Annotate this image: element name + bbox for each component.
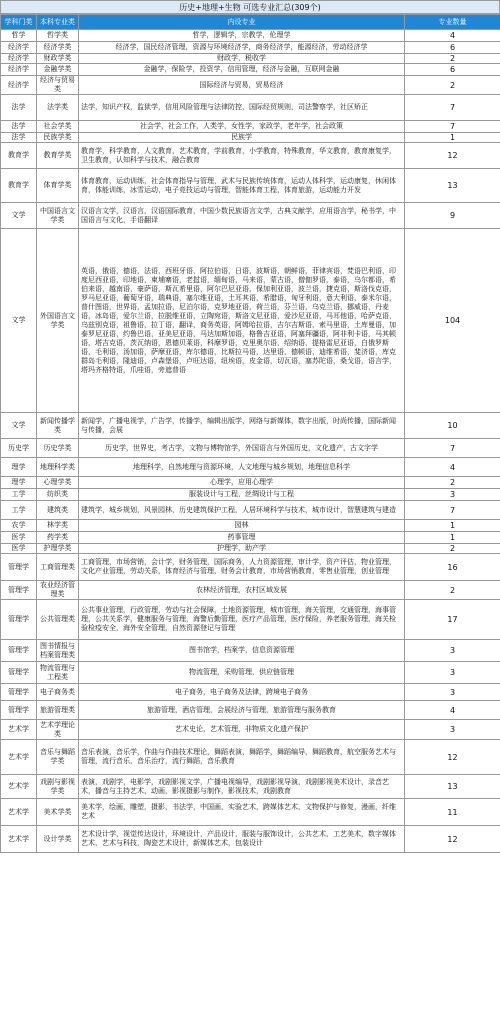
cell-category: 法学 (1, 95, 37, 121)
cell-major-class: 地理科学类 (37, 458, 79, 477)
cell-included-majors: 心理学，应用心理学 (79, 477, 405, 489)
cell-category: 管理学 (1, 701, 37, 720)
cell-count: 3 (405, 489, 500, 501)
table-row (1, 799, 500, 826)
cell-category: 理学 (1, 477, 37, 489)
cell-major-class: 公共管理类 (37, 600, 79, 640)
cell-major-class: 新闻传播学类 (37, 413, 79, 439)
table-row (1, 143, 500, 169)
table-row (1, 520, 500, 532)
cell-count: 3 (405, 662, 500, 684)
cell-included-majors: 法学，知识产权，监狱学，信用风险管理与法律防控，国际经贸规则，司法警察学，社区矫正 (79, 95, 405, 121)
cell-major-class: 建筑类 (37, 501, 79, 520)
table-row (1, 458, 500, 477)
cell-included-majors: 财政学，税收学 (79, 54, 405, 64)
cell-category: 历史学 (1, 439, 37, 458)
table-row (1, 684, 500, 701)
cell-major-class: 教育学类 (37, 143, 79, 169)
cell-category: 管理学 (1, 684, 37, 701)
cell-category: 文学 (1, 413, 37, 439)
cell-count: 1 (405, 520, 500, 532)
cell-count: 12 (405, 740, 500, 775)
table-row (1, 600, 500, 640)
table-row (1, 662, 500, 684)
cell-category: 法学 (1, 133, 37, 143)
header-included-majors: 内设专业 (79, 15, 405, 30)
cell-category: 艺术学 (1, 740, 37, 775)
table-row (1, 544, 500, 554)
cell-major-class: 农业经济管理类 (37, 581, 79, 600)
cell-included-majors: 国际经济与贸易，贸易经济 (79, 76, 405, 95)
table-row (1, 489, 500, 501)
cell-major-class: 戏剧与影视学类 (37, 775, 79, 799)
cell-major-class: 音乐与舞蹈学类 (37, 740, 79, 775)
cell-category: 经济学 (1, 64, 37, 76)
cell-included-majors: 公共事业管理，行政管理，劳动与社会保障，土地资源管理，城市管理，海关管理，交通管理，海事管理，公共关系学，健康服务与管理，海警后勤管理，医疗产品管理，医疗保险，养老服务管理，海关检验检疫安全，海外安全管理，自然资源登记与管理 (79, 600, 405, 640)
cell-included-majors: 农林经济管理，农村区域发展 (79, 581, 405, 600)
cell-count: 3 (405, 720, 500, 740)
cell-count: 13 (405, 169, 500, 203)
cell-included-majors: 新闻学，广播电视学，广告学，传播学，编辑出版学，网络与新媒体，数字出版，时尚传播，国际新闻与传播，会展 (79, 413, 405, 439)
cell-major-class: 经济学类 (37, 42, 79, 54)
cell-category: 医学 (1, 532, 37, 544)
cell-category: 管理学 (1, 662, 37, 684)
table-row (1, 720, 500, 740)
cell-count: 7 (405, 439, 500, 458)
table-row (1, 501, 500, 520)
cell-major-class: 旅游管理类 (37, 701, 79, 720)
cell-count: 7 (405, 95, 500, 121)
cell-major-class: 美术学类 (37, 799, 79, 826)
cell-count: 1 (405, 532, 500, 544)
cell-included-majors: 护理学，助产学 (79, 544, 405, 554)
cell-count: 2 (405, 544, 500, 554)
cell-category: 教育学 (1, 143, 37, 169)
table-row (1, 439, 500, 458)
cell-category: 管理学 (1, 600, 37, 640)
table-row (1, 775, 500, 799)
cell-major-class: 图书情报与档案管理类 (37, 640, 79, 662)
cell-count: 4 (405, 701, 500, 720)
cell-included-majors: 社会学，社会工作，人类学，女性学，家政学，老年学，社会政策 (79, 121, 405, 133)
cell-category: 法学 (1, 121, 37, 133)
table-row (1, 581, 500, 600)
cell-included-majors: 民族学 (79, 133, 405, 143)
cell-count: 11 (405, 799, 500, 826)
cell-major-class: 心理学类 (37, 477, 79, 489)
cell-major-class: 护理学类 (37, 544, 79, 554)
cell-count: 10 (405, 413, 500, 439)
cell-count: 16 (405, 554, 500, 581)
cell-category: 艺术学 (1, 826, 37, 853)
cell-included-majors: 地理科学，自然地理与资源环境，人文地理与城乡规划，地理信息科学 (79, 458, 405, 477)
cell-included-majors: 汉语言文学，汉语言，汉语国际教育，中国少数民族语言文学，古典文献学，应用语言学，秘书学，中国语言与文化，手语翻译 (79, 203, 405, 229)
cell-included-majors: 艺术史论，艺术管理，非物质文化遗产保护 (79, 720, 405, 740)
cell-included-majors: 药事管理 (79, 532, 405, 544)
cell-count: 7 (405, 501, 500, 520)
table-row (1, 740, 500, 775)
cell-included-majors: 园林 (79, 520, 405, 532)
table-row (1, 203, 500, 229)
cell-major-class: 社会学类 (37, 121, 79, 133)
cell-count: 3 (405, 640, 500, 662)
table-row (1, 54, 500, 64)
cell-count: 3 (405, 684, 500, 701)
cell-major-class: 工商管理类 (37, 554, 79, 581)
cell-count: 2 (405, 54, 500, 64)
cell-major-class: 哲学类 (37, 30, 79, 42)
table-row (1, 477, 500, 489)
cell-included-majors: 工商管理，市场营销，会计学，财务管理，国际商务，人力资源管理，审计学，资产评估，物业管理，文化产业管理，劳动关系，体育经济与管理，财务会计教育，市场营销教育，零售业管理，创业管理 (79, 554, 405, 581)
cell-count: 104 (405, 229, 500, 413)
cell-count: 2 (405, 477, 500, 489)
cell-category: 经济学 (1, 54, 37, 64)
cell-major-class: 艺术学理论类 (37, 720, 79, 740)
cell-category: 艺术学 (1, 775, 37, 799)
cell-included-majors: 艺术设计学，视觉传达设计，环境设计，产品设计，服装与服饰设计，公共艺术，工艺美术，数字媒体艺术，艺术与科技，陶瓷艺术设计，新媒体艺术，包装设计 (79, 826, 405, 853)
cell-count: 12 (405, 826, 500, 853)
cell-included-majors: 教育学，科学教育，人文教育，艺术教育，学前教育，小学教育，特殊教育，华文教育，教育康复学，卫生教育，认知科学与技术，融合教育 (79, 143, 405, 169)
cell-category: 哲学 (1, 30, 37, 42)
header-count: 专业数量 (405, 15, 500, 30)
majors-table (0, 14, 500, 853)
table-row (1, 76, 500, 95)
cell-included-majors: 英语，俄语，德语，法语，西班牙语，阿拉伯语，日语，波斯语，朝鲜语，菲律宾语，梵语巴利语，印度尼西亚语，印地语，柬埔寨语，老挝语，缅甸语，马来语，蒙古语，僧伽罗语，泰语，乌尔都语，希伯来语，越南语，豪萨语，斯瓦希里语，阿尔巴尼亚语，保加利亚语，波兰语，捷克语，斯洛伐克语，罗马尼亚语，葡萄牙语，瑞典语，塞尔维亚语，土耳其语，希腊语，匈牙利语，意大利语，泰米尔语，普什图语，世界语，孟加拉语，尼泊尔语，克罗地亚语，荷兰语，芬兰语，乌克兰语，挪威语，丹麦语，冰岛语，爱尔兰语，拉脱维亚语，立陶宛语，斯洛文尼亚语，爱沙尼亚语，马耳他语，哈萨克语，乌兹别克语，祖鲁语，拉丁语，翻译，商务英语，阿姆哈拉语，吉尔吉斯语，索马里语，土库曼语，加泰罗尼亚语，约鲁巴语，亚美尼亚语，马达加斯加语，格鲁吉亚语，阿塞拜疆语，阿非利卡语，马其顿语，塔吉克语，茨瓦纳语，恩德贝莱语，科摩罗语，克里奥尔语，绍纳语，提格雷尼亚语，白俄罗斯语，毛利语，汤加语，萨摩亚语，库尔德语，比斯拉马语，达里语，德顿语，迪维希语，斐济语，库克群岛毛利语，隆迪语，卢森堡语，卢旺达语，纽埃语，皮金语，切瓦语，塞苏陀语，桑戈语，语言学，塔玛齐格特语，爪哇语，旁遮普语 (79, 229, 405, 413)
cell-major-class: 体育学类 (37, 169, 79, 203)
table-row (1, 640, 500, 662)
cell-included-majors: 金融学，保险学，投资学，信用管理，经济与金融，互联网金融 (79, 64, 405, 76)
cell-included-majors: 历史学，世界史，考古学，文物与博物馆学，外国语言与外国历史，文化遗产，古文字学 (79, 439, 405, 458)
cell-major-class: 林学类 (37, 520, 79, 532)
cell-included-majors: 服装设计与工程，丝绸设计与工程 (79, 489, 405, 501)
cell-category: 教育学 (1, 169, 37, 203)
cell-major-class: 纺织类 (37, 489, 79, 501)
cell-included-majors: 表演，戏剧学，电影学，戏剧影视文学，广播电视编导，戏剧影视导演，戏剧影视美术设计，录音艺术，播音与主持艺术，动画，影视摄影与制作，影视技术，戏剧教育 (79, 775, 405, 799)
cell-count: 2 (405, 76, 500, 95)
cell-count: 12 (405, 143, 500, 169)
cell-included-majors: 物流管理，采购管理，供应链管理 (79, 662, 405, 684)
cell-count: 1 (405, 133, 500, 143)
cell-category: 工学 (1, 501, 37, 520)
table-row (1, 169, 500, 203)
sheet-title: 历史+地理+生物 可选专业汇总(309个) (0, 0, 500, 14)
cell-included-majors: 哲学，逻辑学，宗教学，伦理学 (79, 30, 405, 42)
cell-category: 理学 (1, 458, 37, 477)
cell-category: 医学 (1, 544, 37, 554)
cell-count: 4 (405, 30, 500, 42)
cell-category: 管理学 (1, 581, 37, 600)
cell-count: 6 (405, 64, 500, 76)
table-row (1, 701, 500, 720)
cell-count: 6 (405, 42, 500, 54)
cell-included-majors: 体育教育，运动训练，社会体育指导与管理，武术与民族传统体育，运动人体科学，运动康复，休闲体育，体能训练，冰雪运动，电子竞技运动与管理，智能体育工程，体育旅游，运动能力开发 (79, 169, 405, 203)
table-row (1, 95, 500, 121)
cell-category: 文学 (1, 203, 37, 229)
cell-count: 7 (405, 121, 500, 133)
cell-major-class: 电子商务类 (37, 684, 79, 701)
cell-major-class: 民族学类 (37, 133, 79, 143)
cell-category: 农学 (1, 520, 37, 532)
cell-count: 4 (405, 458, 500, 477)
header-major-class: 本科专业类 (37, 15, 79, 30)
cell-included-majors: 美术学，绘画，雕塑，摄影，书法学，中国画，实验艺术，跨媒体艺术，文物保护与修复，漫画，纤维艺术 (79, 799, 405, 826)
cell-major-class: 外国语言文学类 (37, 229, 79, 413)
cell-major-class: 金融学类 (37, 64, 79, 76)
cell-included-majors: 音乐表演，音乐学，作曲与作曲技术理论，舞蹈表演，舞蹈学，舞蹈编导，舞蹈教育，航空服务艺术与管理，流行音乐，音乐治疗，流行舞蹈，音乐教育 (79, 740, 405, 775)
table-row (1, 826, 500, 853)
cell-included-majors: 电子商务，电子商务及法律，跨境电子商务 (79, 684, 405, 701)
header-row (1, 15, 500, 30)
cell-category: 管理学 (1, 554, 37, 581)
cell-category: 经济学 (1, 76, 37, 95)
cell-major-class: 法学类 (37, 95, 79, 121)
cell-count: 17 (405, 600, 500, 640)
table-row (1, 30, 500, 42)
table-row (1, 42, 500, 54)
table-row (1, 64, 500, 76)
table-body (1, 30, 500, 853)
cell-category: 经济学 (1, 42, 37, 54)
header-category: 学科门类 (1, 15, 37, 30)
cell-category: 艺术学 (1, 799, 37, 826)
cell-major-class: 物流管理与工程类 (37, 662, 79, 684)
cell-major-class: 历史学类 (37, 439, 79, 458)
table-row (1, 554, 500, 581)
cell-category: 艺术学 (1, 720, 37, 740)
cell-included-majors: 图书馆学，档案学，信息资源管理 (79, 640, 405, 662)
cell-category: 管理学 (1, 640, 37, 662)
cell-count: 9 (405, 203, 500, 229)
cell-included-majors: 旅游管理，酒店管理，会展经济与管理，旅游管理与服务教育 (79, 701, 405, 720)
cell-major-class: 财政学类 (37, 54, 79, 64)
table-row (1, 532, 500, 544)
cell-count: 2 (405, 581, 500, 600)
cell-major-class: 药学类 (37, 532, 79, 544)
table-row (1, 121, 500, 133)
cell-major-class: 经济与贸易类 (37, 76, 79, 95)
cell-included-majors: 建筑学，城乡规划，风景园林，历史建筑保护工程，人居环境科学与技术，城市设计，智慧建筑与建造 (79, 501, 405, 520)
cell-category: 工学 (1, 489, 37, 501)
table-row (1, 133, 500, 143)
table-row (1, 229, 500, 413)
cell-category: 文学 (1, 229, 37, 413)
cell-included-majors: 经济学，国民经济管理，资源与环境经济学，商务经济学，能源经济，劳动经济学 (79, 42, 405, 54)
cell-count: 13 (405, 775, 500, 799)
cell-major-class: 中国语言文学类 (37, 203, 79, 229)
cell-major-class: 设计学类 (37, 826, 79, 853)
table-row (1, 413, 500, 439)
